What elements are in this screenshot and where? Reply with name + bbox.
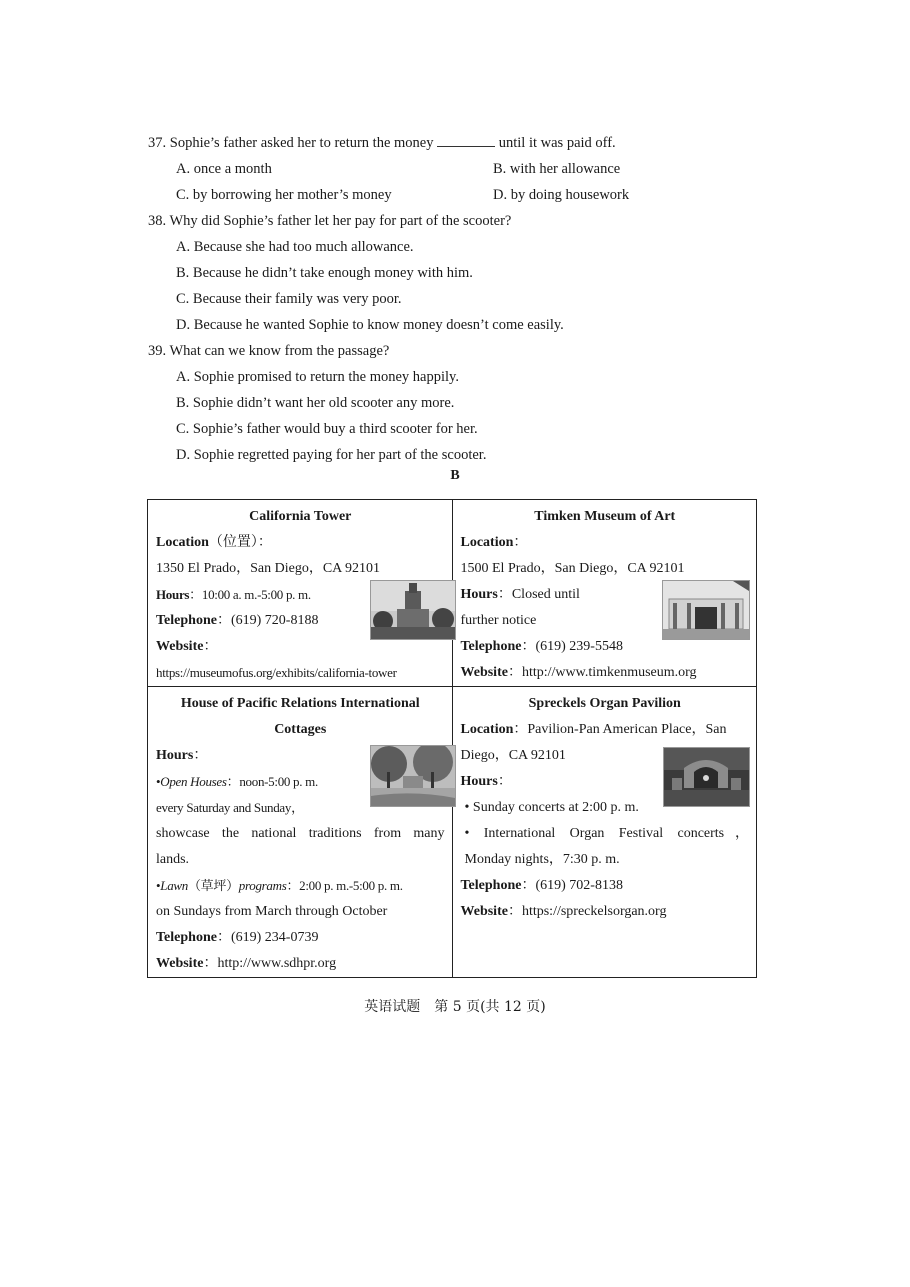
hours-value: ：10:00 a. m.-5:00 p. m. bbox=[189, 587, 311, 602]
place-title: California Tower bbox=[249, 509, 352, 524]
section-label: B bbox=[450, 468, 460, 483]
location-cn: （位置）： bbox=[208, 535, 272, 550]
option-d: D. Sophie regretted paying for her part of the scooter. bbox=[176, 447, 487, 463]
question-39 bbox=[148, 338, 788, 468]
spreckels-organ-cell bbox=[452, 687, 757, 978]
sunday-concerts: • Sunday concerts at 2:00 p. m. bbox=[464, 800, 639, 815]
organ-festival: • International Organ Festival concerts， bbox=[464, 826, 749, 841]
website-link[interactable]: ：http://www.timkenmuseum.org bbox=[507, 665, 697, 680]
website-label: Website bbox=[460, 904, 508, 919]
website-row bbox=[156, 951, 445, 977]
option-c: C. Because their family was very poor. bbox=[176, 291, 402, 307]
location-colon: ： bbox=[513, 535, 528, 550]
address: 1350 El Prado，San Diego，CA 92101 bbox=[156, 561, 380, 576]
california-tower-photo bbox=[370, 580, 456, 640]
question-37-stem bbox=[148, 130, 788, 156]
option-a: A. Because she had too much allowance. bbox=[176, 239, 414, 255]
website-label: Website bbox=[156, 639, 204, 654]
place-title: Timken Museum of Art bbox=[534, 509, 676, 524]
bullet: • bbox=[156, 774, 161, 789]
telephone-label: Telephone bbox=[156, 930, 217, 945]
website-row bbox=[461, 899, 750, 925]
hours-colon: ： bbox=[497, 774, 512, 789]
page-footer: 英语试题 第 5 页(共 12 页) bbox=[364, 999, 546, 1015]
california-tower-cell bbox=[148, 500, 453, 687]
website-link[interactable]: https://museumofus.org/exhibits/california-tower bbox=[156, 665, 397, 680]
website-label: Website bbox=[156, 956, 204, 971]
question-text: Why did Sophie’s father let her pay for part of the scooter? bbox=[169, 213, 512, 229]
question-39-stem bbox=[148, 338, 788, 364]
lawn-label: Lawn bbox=[160, 878, 188, 893]
open-houses-time: ：noon-5:00 p. m. bbox=[226, 774, 318, 789]
option-c: C. by borrowing her mother’s money bbox=[176, 187, 392, 203]
cottages-photo bbox=[370, 745, 456, 807]
location-value: ：Pavilion-Pan American Place，San bbox=[513, 722, 727, 737]
option-c: C. Sophie’s father would buy a third scooter for her. bbox=[176, 421, 478, 437]
option-d: D. Because he wanted Sophie to know money doesn’t come easily. bbox=[176, 317, 564, 333]
hours-label: Hours bbox=[460, 587, 498, 602]
question-text: What can we know from the passage? bbox=[169, 343, 390, 359]
location-row bbox=[461, 530, 750, 556]
telephone-row bbox=[461, 873, 750, 899]
website-link[interactable]: ：http://www.sdhpr.org bbox=[203, 956, 337, 971]
option-b: B. Sophie didn’t want her old scooter any more. bbox=[176, 395, 455, 411]
attractions-table bbox=[147, 499, 757, 978]
location-row bbox=[156, 530, 445, 556]
website-label: Website bbox=[460, 665, 508, 680]
telephone-label: Telephone bbox=[156, 613, 217, 628]
address: 1500 El Prado，San Diego，CA 92101 bbox=[460, 561, 685, 576]
question-text: Sophie’s father asked her to return the money bbox=[169, 135, 434, 151]
hours-label: Hours bbox=[460, 774, 498, 789]
telephone-value: ：(619) 239-5548 bbox=[521, 639, 623, 654]
question-number: 39. bbox=[148, 343, 167, 359]
question-number: 38. bbox=[148, 213, 167, 229]
website-link[interactable]: ：https://spreckelsorgan.org bbox=[507, 904, 667, 919]
option-row bbox=[148, 156, 788, 182]
organ-pavilion-photo bbox=[663, 747, 750, 807]
open-houses-desc: lands. bbox=[156, 852, 190, 867]
programs-label: programs bbox=[238, 878, 287, 893]
option-b: B. with her allowance bbox=[493, 161, 621, 177]
place-title: House of Pacific Relations International bbox=[180, 696, 420, 711]
lawn-time: ：2:00 p. m.-5:00 p. m. bbox=[286, 878, 403, 893]
answer-blank bbox=[437, 131, 495, 147]
option-a: A. once a month bbox=[176, 161, 272, 177]
option-d: D. by doing housework bbox=[493, 187, 630, 203]
telephone-value: ：(619) 234-0739 bbox=[216, 930, 319, 945]
hours-value: ：Closed until bbox=[497, 587, 580, 602]
website-colon: ： bbox=[203, 639, 218, 654]
website-row bbox=[461, 660, 750, 686]
question-38 bbox=[148, 208, 788, 338]
lawn-cn: （草坪） bbox=[187, 878, 239, 893]
question-number: 37. bbox=[148, 135, 167, 151]
pacific-relations-cell bbox=[148, 687, 453, 978]
question-38-stem bbox=[148, 208, 788, 234]
location-label: Location bbox=[460, 535, 514, 550]
location-value: Diego，CA 92101 bbox=[460, 748, 566, 763]
bullet: • bbox=[156, 878, 161, 893]
location-label: Location bbox=[460, 722, 514, 737]
question-text: until it was paid off. bbox=[498, 135, 616, 151]
telephone-label: Telephone bbox=[460, 878, 522, 893]
timken-museum-cell bbox=[452, 500, 757, 687]
hours-label: Hours bbox=[156, 748, 194, 763]
organ-festival: Monday nights，7:30 p. m. bbox=[464, 852, 620, 867]
open-houses-desc: showcase the national traditions from many bbox=[156, 826, 445, 841]
option-a: A. Sophie promised to return the money happily. bbox=[176, 369, 459, 385]
open-houses-days: every Saturday and Sunday， bbox=[156, 800, 304, 815]
telephone-value: ：(619) 702-8138 bbox=[521, 878, 623, 893]
lawn-programs-row bbox=[156, 873, 445, 899]
open-houses-label: Open Houses bbox=[160, 774, 227, 789]
option-row bbox=[148, 182, 788, 208]
timken-museum-photo bbox=[662, 580, 750, 640]
telephone-row bbox=[156, 925, 445, 951]
place-title: Cottages bbox=[274, 722, 327, 737]
option-b: B. Because he didn’t take enough money with him. bbox=[176, 265, 473, 281]
hours-value: further notice bbox=[460, 613, 537, 628]
question-37 bbox=[148, 130, 788, 208]
hours-label: Hours bbox=[156, 587, 190, 602]
lawn-days: on Sundays from March through October bbox=[156, 904, 388, 919]
hours-colon: ： bbox=[193, 748, 208, 763]
telephone-value: ：(619) 720-8188 bbox=[216, 613, 319, 628]
location-label: Location bbox=[156, 535, 209, 550]
location-row bbox=[461, 717, 750, 743]
telephone-label: Telephone bbox=[460, 639, 522, 654]
place-title: Spreckels Organ Pavilion bbox=[528, 696, 681, 711]
